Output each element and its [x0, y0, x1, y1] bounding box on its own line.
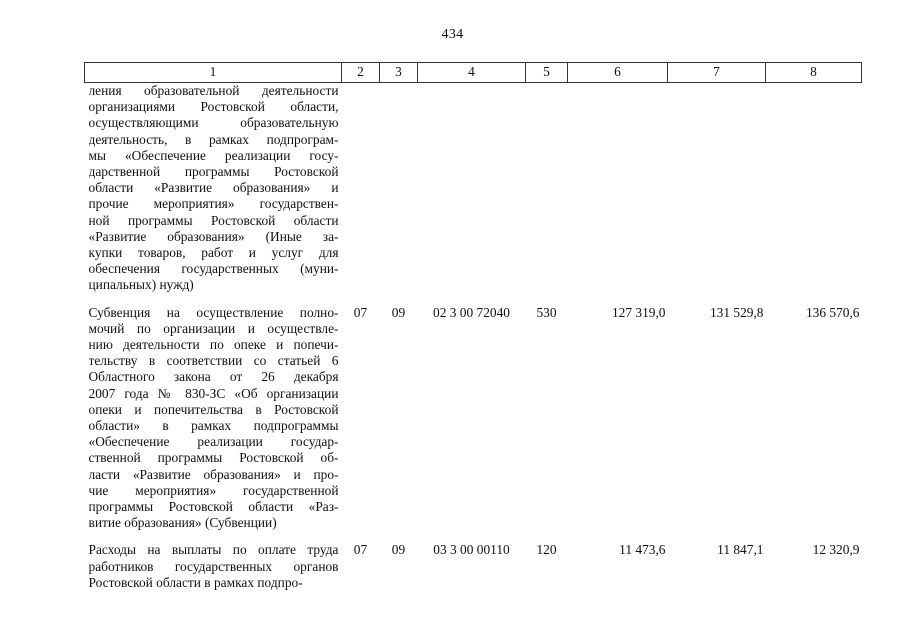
- table-body: [85, 83, 862, 592]
- header-row: [85, 63, 862, 83]
- description-line: дарственной программы Ростовской: [88, 164, 339, 180]
- description-line: нию деятельности по опеке и попечи-: [88, 337, 339, 353]
- description-line: купки товаров, работ и услуг для: [88, 245, 339, 261]
- row-description: [85, 83, 342, 294]
- description-line: мы «Обеспечение реализации госу-: [88, 147, 339, 163]
- header-col-7: 7: [668, 63, 766, 83]
- header-col-8: 8: [766, 63, 862, 83]
- description-line: «Развитие образования» (Иные за-: [88, 228, 339, 244]
- description-line: ласти «Развитие образования» и про-: [88, 466, 339, 482]
- description-line: области» в рамках подпрограммы: [88, 418, 339, 434]
- description-line: Расходы на выплаты по оплате труда: [88, 542, 339, 558]
- description-line: ственной программы Ростовской об-: [88, 450, 339, 466]
- expense-type-code: [526, 83, 568, 294]
- section-code: 07: [353, 542, 368, 558]
- description-line: «Обеспечение реализации государ-: [88, 434, 339, 450]
- description-line: Ростовской области в рамках подпро-: [88, 574, 303, 590]
- header-col-6: 6: [568, 63, 668, 83]
- description-line: деятельность, в рамках подпрограм-: [88, 131, 339, 147]
- description-line: витие образования» (Субвенции): [88, 515, 277, 531]
- target-article-code: 03 3 00 00110: [433, 542, 510, 558]
- amount-col-7: [668, 83, 766, 294]
- expense-type-code: 120: [536, 542, 557, 558]
- row-description: [85, 531, 342, 591]
- description-line: мочий по организации и осуществле-: [88, 320, 339, 336]
- description-line: чие мероприятия» государственной: [88, 482, 339, 498]
- amount-col-8: 136 570,6: [805, 304, 860, 320]
- description-line: ципальных) нужд): [88, 277, 194, 293]
- table-row: [85, 83, 862, 294]
- row-description: [85, 294, 342, 532]
- description-line: 2007 года № 830-ЗС «Об организации: [88, 385, 339, 401]
- target-article-code: [418, 83, 526, 294]
- amount-col-6: [568, 83, 668, 294]
- description-line: опеки и попечительства в Ростовской: [88, 401, 339, 417]
- description-line: прочие мероприятия» государствен-: [88, 196, 339, 212]
- header-col-5: 5: [526, 63, 568, 83]
- section-code: 07: [353, 304, 368, 320]
- table-header: [85, 63, 862, 83]
- amount-col-7: 131 529,8: [709, 304, 764, 320]
- description-line: Областного закона от 26 декабря: [88, 369, 339, 385]
- table-row: [85, 531, 862, 591]
- description-line: ной программы Ростовской области: [88, 212, 339, 228]
- table-row: [85, 294, 862, 532]
- amount-col-6: 127 319,0: [611, 304, 666, 320]
- amount-col-7: 11 847,1: [717, 542, 764, 558]
- description-line: области «Развитие образования» и: [88, 180, 339, 196]
- header-col-1: 1: [85, 63, 342, 83]
- description-line: ления образовательной деятельности: [88, 83, 339, 98]
- expense-type-code: 530: [536, 304, 557, 320]
- description-line: работников государственных органов: [88, 558, 339, 574]
- section-code: [342, 83, 380, 294]
- description-line: обеспечения государственных (муни-: [88, 261, 339, 277]
- header-col-4: 4: [418, 63, 526, 83]
- description-line: программы Ростовской области «Раз-: [88, 499, 339, 515]
- target-article-code: 02 3 00 72040: [433, 304, 510, 320]
- description-line: тельству в соответствии со статьей 6: [88, 353, 339, 369]
- description-line: осуществляющими образовательную: [88, 115, 339, 131]
- description-line: организациями Ростовской области,: [88, 99, 339, 115]
- budget-table: [84, 62, 862, 591]
- amount-col-8: [766, 83, 862, 294]
- header-col-2: 2: [342, 63, 380, 83]
- page-number: 434: [441, 27, 464, 42]
- subsection-code: 09: [391, 304, 406, 320]
- amount-col-8: 12 320,9: [812, 542, 860, 558]
- amount-col-6: 11 473,6: [619, 542, 666, 558]
- subsection-code: 09: [391, 542, 406, 558]
- header-col-3: 3: [380, 63, 418, 83]
- subsection-code: [380, 83, 418, 294]
- description-line: Субвенция на осуществление полно-: [88, 304, 339, 320]
